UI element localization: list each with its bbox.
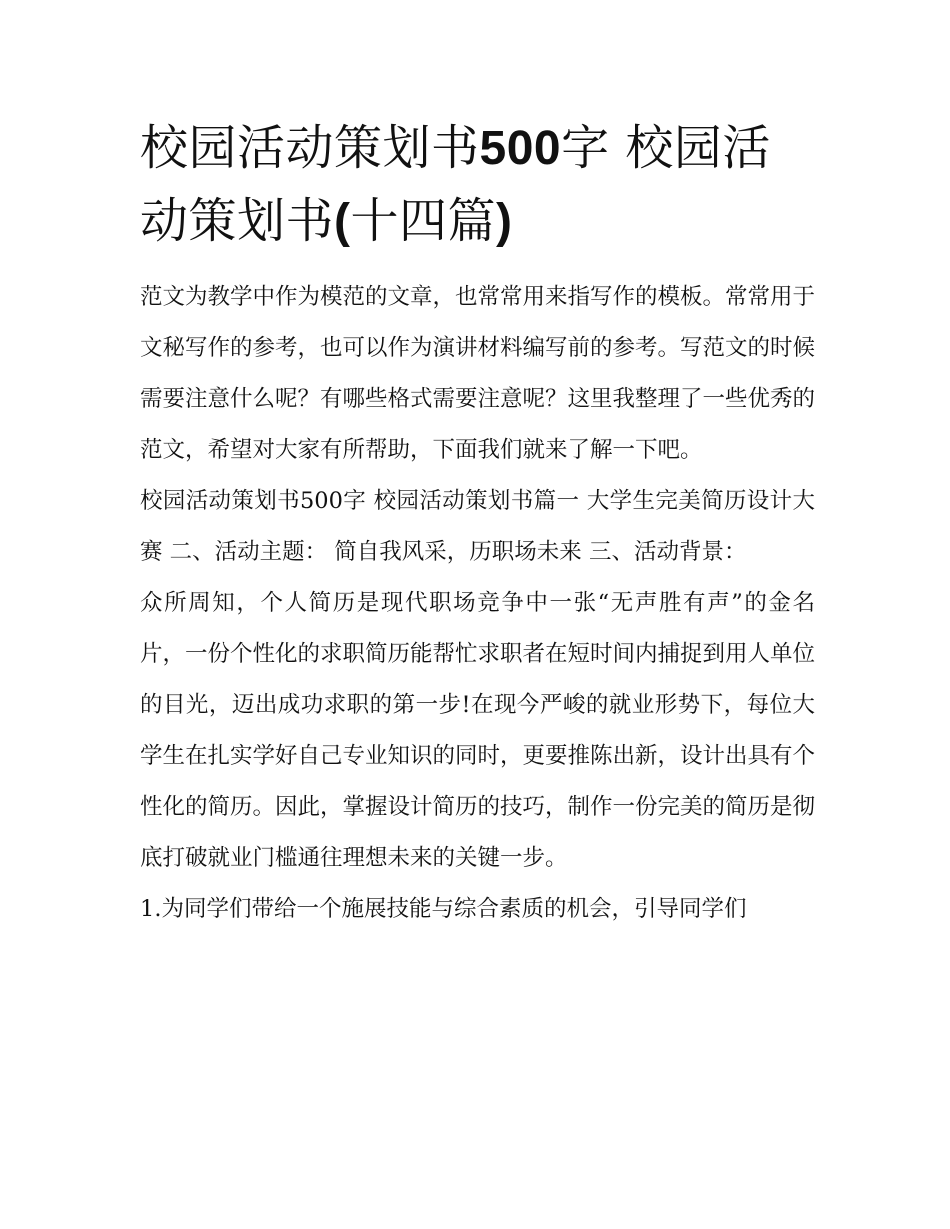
title-text-3: 十四篇	[350, 193, 497, 249]
paragraph-item-1: 1.为同学们带给一个施展技能与综合素质的机会，引导同学们	[140, 896, 747, 922]
document-title	[140, 112, 815, 258]
paragraph-intro: 范文为教学中作为模范的文章，也常常用来指写作的模板。常常用于文秘写作的参考，也可以作为演讲材料编写前的参考。写范文的时候需要注意什么呢？有哪些格式需要注意呢？这里我整理了一些优秀的范文，希望对大家有所帮助，下面我们就来了解一下吧。	[140, 284, 816, 463]
title-number: 500	[479, 122, 562, 175]
title-text-2: 字 校园活 动策划书	[140, 120, 771, 249]
document-page	[140, 112, 815, 935]
title-paren-open: (	[334, 195, 351, 248]
title-paren-close: )	[496, 195, 513, 248]
paragraph-section-heading: 校园活动策划书500字 校园活动策划书篇一 大学生完美简历设计大赛 二、活动主题： 简自我风采，历职场未来 三、活动背景：	[140, 488, 815, 565]
title-text-1: 校园活动策划书	[140, 120, 480, 176]
paragraph-background: 众所周知，个人简历是现代职场竞争中一张“无声胜有声”的金名片，一份个性化的求职简历能帮忙求职者在短时间内捕捉到用人单位的目光，迈出成功求职的第一步!在现今严峻的就业形势下，每位大学生在扎实学好自己专业知识的同时，更要推陈出新，设计出具有个性化的简历。因此，掌握设计简历的技巧，制作一份完美的简历是彻底打破就业门槛通往理想未来的关键一步。	[140, 590, 816, 871]
